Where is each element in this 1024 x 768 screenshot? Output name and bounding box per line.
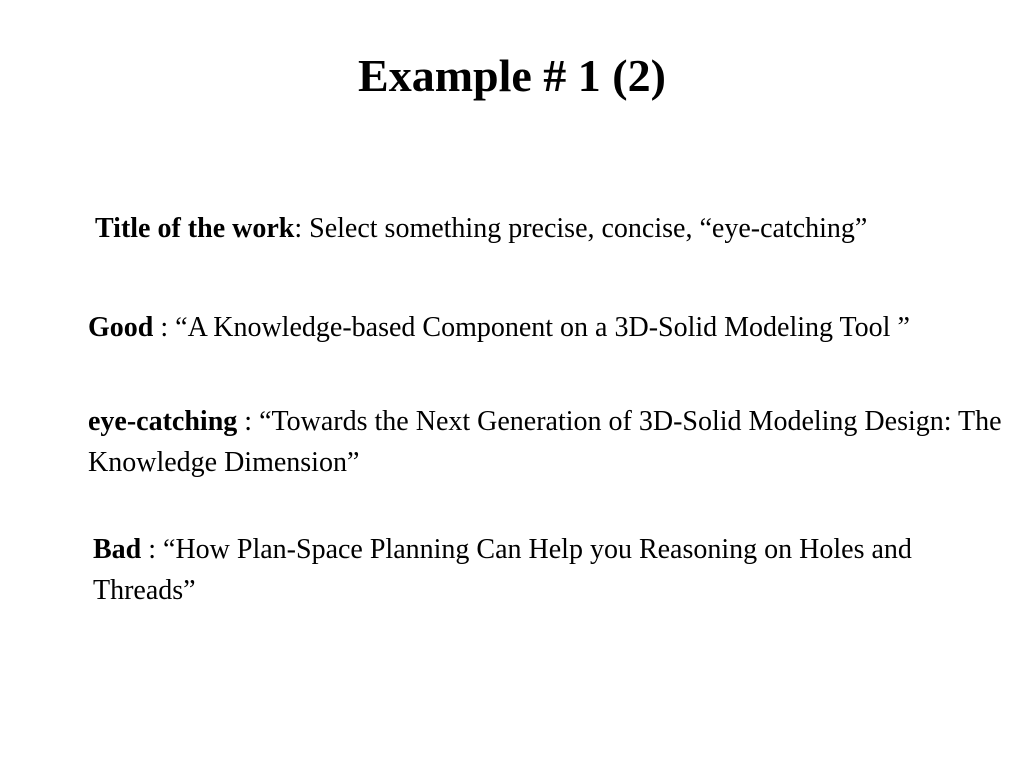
eye-catching-example-text: : “Towards the Next Generation of 3D-Solid Modeling Design: The Knowledge Dimension” [88,406,1002,478]
bad-example-paragraph [93,529,993,611]
bad-example-label: Bad [93,534,142,565]
good-example-paragraph [88,307,1008,348]
eye-catching-example-paragraph [88,401,1008,483]
title-of-work-paragraph [95,208,867,249]
title-of-work-text: : Select something precise, concise, “eye-catching” [294,213,868,244]
eye-catching-example-label: eye-catching [88,406,238,437]
bad-example-text: : “How Plan-Space Planning Can Help you Reasoning on Holes and Threads” [93,534,912,606]
title-of-work-label: Title of the work [95,213,295,244]
slide-title: Example # 1 (2) [358,50,666,101]
good-example-label: Good [88,312,154,343]
good-example-text: : “A Knowledge-based Component on a 3D-Solid Modeling Tool ” [153,312,910,343]
